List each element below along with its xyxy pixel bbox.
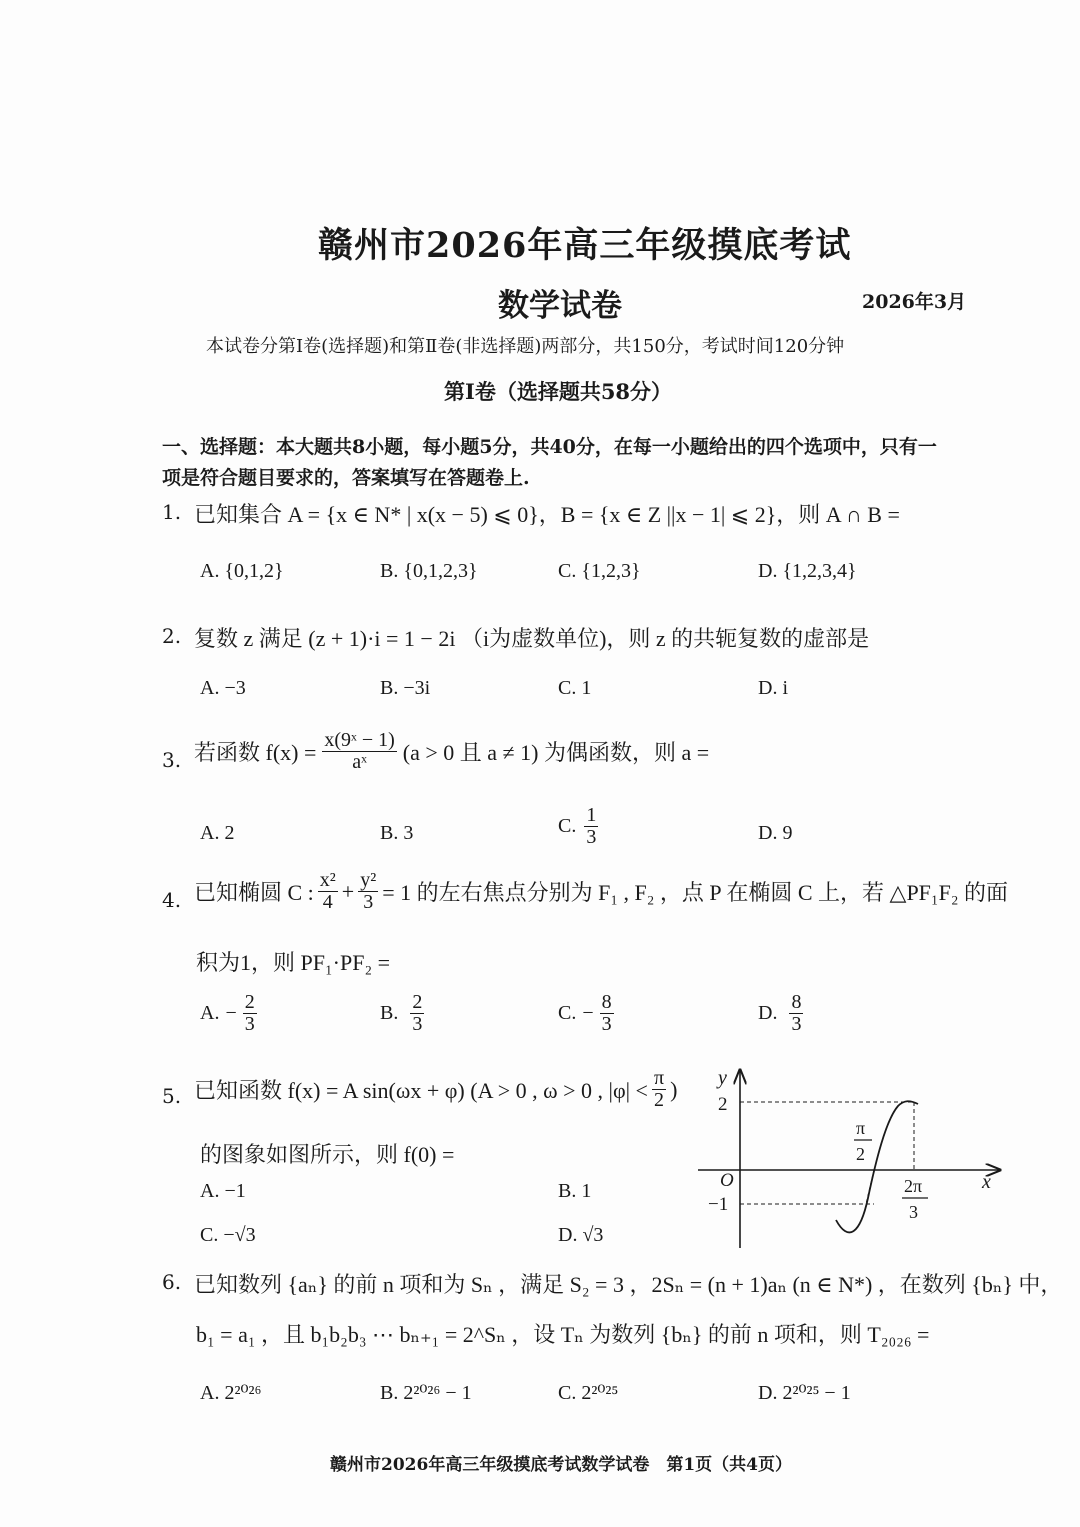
q4-option-c-denominator: 3	[601, 1013, 612, 1035]
q5-line2: 的图象如图所示，则 f(0) =	[200, 1142, 455, 1167]
q5-graph	[690, 1060, 1010, 1260]
q5-2pi3-denominator: 3	[909, 1202, 918, 1222]
q1-option-b: B. {0,1,2,3}	[380, 560, 478, 582]
q5-pi-fraction	[652, 1068, 666, 1111]
q6-line2: b₁ = a₁ ，且 b₁b₂b₃ ⋯ bₙ₊₁ = 2^Sₙ ，设 Tₙ 为数列 {bₙ} 的前 n 项和，则 T₂₀₂₆ =	[196, 1322, 930, 1347]
q2-stem: 复数 z 满足 (z + 1)·i = 1 − 2i （i为虚数单位)，则 z 的共轭复数的虚部是	[194, 626, 870, 651]
q1-option-d: D. {1,2,3,4}	[758, 560, 857, 582]
q2-number: 2.	[162, 624, 182, 648]
q3-option-c	[558, 805, 598, 848]
q4-plus: +	[341, 878, 355, 904]
exam-date: 2026年3月	[862, 291, 967, 313]
q5-pi-numerator: π	[653, 1067, 665, 1089]
q4-option-c-sign: −	[582, 1002, 594, 1024]
q2-option-d: D. i	[758, 677, 788, 699]
q5-pi-denominator: 2	[654, 1089, 665, 1111]
q4-option-a-numerator: 2	[244, 991, 255, 1013]
q4-option-d-fraction	[789, 992, 803, 1035]
q6-number: 6.	[162, 1270, 182, 1294]
q3-fraction	[322, 730, 396, 773]
q5-prefix: 已知函数 f(x) = A sin(ωx + φ) (A > 0 , ω > 0 , |φ| <	[194, 1078, 648, 1103]
q4-fraction-1-numerator: x²	[319, 869, 336, 891]
q4-fraction-2-denominator: 3	[363, 891, 374, 913]
q4-option-a-sign: −	[225, 1002, 237, 1024]
q5-sine-curve	[836, 1101, 918, 1232]
exam-title: 赣州市2026年高三年级摸底考试	[318, 225, 852, 266]
q5-close: )	[670, 1076, 678, 1102]
q4-option-d	[758, 992, 803, 1035]
section-title: 第Ⅰ卷（选择题共58分）	[444, 379, 673, 404]
q2-option-b: B. −3i	[380, 677, 431, 699]
q4-option-a-denominator: 3	[244, 1013, 255, 1035]
q1-number: 1.	[162, 500, 182, 524]
q6-option-d: D. 2²⁰²⁵ − 1	[758, 1382, 851, 1404]
q4-prefix: 已知椭圆 C :	[194, 880, 314, 905]
q5-yneg-label: −1	[708, 1194, 729, 1215]
q3-option-a: A. 2	[200, 822, 235, 844]
q5-ymax-label: 2	[718, 1094, 728, 1115]
q4-fraction-2	[358, 870, 378, 913]
q4-option-b-numerator: 2	[412, 991, 423, 1013]
q6-option-a: A. 2²⁰²⁶	[200, 1382, 262, 1404]
q2-option-c: C. 1	[558, 677, 592, 699]
q4-number: 4.	[162, 888, 182, 912]
q5-option-c: C. −√3	[200, 1224, 256, 1246]
q5-pi2-denominator: 2	[856, 1144, 865, 1164]
q5-origin-label: O	[720, 1170, 734, 1191]
q4-option-c-numerator: 8	[601, 991, 612, 1013]
q5-option-d: D. √3	[558, 1224, 604, 1246]
q5-stem	[194, 1068, 677, 1111]
q4-option-b-label: B.	[380, 1002, 399, 1024]
q2-option-a: A. −3	[200, 677, 246, 699]
exam-note: 本试卷分第Ⅰ卷(选择题)和第Ⅱ卷(非选择题)两部分，共150分，考试时间120分钟	[206, 336, 845, 357]
q6-line1: 已知数列 {aₙ} 的前 n 项和为 Sₙ ，满足 S₂ = 3 ，2Sₙ = (n + 1)aₙ (n ∈ N*) ，在数列 {bₙ} 中，	[194, 1272, 1063, 1297]
q3-prefix: 若函数 f(x) =	[194, 740, 317, 765]
q4-fraction-2-numerator: y²	[360, 869, 377, 891]
q4-option-d-numerator: 8	[791, 991, 802, 1013]
q6-option-b: B. 2²⁰²⁶ − 1	[380, 1382, 472, 1404]
q4-option-a-label: A.	[200, 1002, 220, 1024]
q4-fraction-1-denominator: 4	[322, 891, 333, 913]
q4-option-a-fraction	[243, 992, 257, 1035]
q3-stem	[194, 730, 709, 773]
q4-option-c-label: C.	[558, 1002, 577, 1024]
q3-option-c-denominator: 3	[586, 826, 597, 848]
q4-option-b-denominator: 3	[412, 1013, 423, 1035]
q5-x-label: x	[982, 1171, 991, 1193]
q3-option-c-label: C.	[558, 815, 577, 837]
q3-suffix: (a > 0 且 a ≠ 1) 为偶函数，则 a =	[402, 740, 710, 765]
instructions-line2: 项是符合题目要求的，答案填写在答题卷上.	[162, 467, 530, 489]
q1-stem: 已知集合 A = {x ∈ N* | x(x − 5) ⩽ 0}，B = {x ∈ Z ||x − 1| ⩽ 2}，则 A ∩ B =	[194, 502, 900, 527]
q4-option-b-fraction	[410, 992, 424, 1035]
q4-line2: 积为1，则 PF₁·PF₂ =	[196, 950, 391, 975]
q1-option-a: A. {0,1,2}	[200, 560, 284, 582]
q5-2pi3-numerator: 2π	[904, 1176, 923, 1196]
q4-option-d-denominator: 3	[791, 1013, 802, 1035]
q4-option-a	[200, 992, 257, 1035]
q5-option-a: A. −1	[200, 1180, 246, 1202]
q4-option-c-fraction	[600, 992, 614, 1035]
q3-fraction-numerator: x(9ˣ − 1)	[324, 729, 395, 751]
q4-suffix: = 1 的左右焦点分别为 F₁ , F₂ ，点 P 在椭圆 C 上，若 △PF₁F₂ 的面	[382, 880, 1008, 905]
q4-option-b	[380, 992, 424, 1035]
q4-stem	[194, 870, 1008, 913]
q3-option-b: B. 3	[380, 822, 414, 844]
q3-number: 3.	[162, 748, 182, 772]
q3-option-d: D. 9	[758, 822, 793, 844]
q5-pi2-numerator: π	[856, 1118, 866, 1138]
q5-option-b: B. 1	[558, 1180, 592, 1202]
exam-subtitle: 数学试卷	[498, 288, 622, 324]
q4-option-d-label: D.	[758, 1002, 778, 1024]
page-footer: 赣州市2026年高三年级摸底考试数学试卷 第1页（共4页）	[330, 1455, 792, 1475]
q3-option-c-numerator: 1	[586, 804, 597, 826]
q4-option-c	[558, 992, 614, 1035]
q3-fraction-denominator: aˣ	[352, 751, 367, 773]
q5-y-label: y	[718, 1067, 727, 1089]
q1-option-c: C. {1,2,3}	[558, 560, 641, 582]
q4-fraction-1	[318, 870, 338, 913]
q3-option-c-fraction	[584, 805, 598, 848]
q5-number: 5.	[162, 1084, 182, 1108]
instructions-line1: 一、选择题：本大题共8小题，每小题5分，共40分，在每一小题给出的四个选项中，只有一	[162, 436, 937, 458]
q6-option-c: C. 2²⁰²⁵	[558, 1382, 619, 1404]
